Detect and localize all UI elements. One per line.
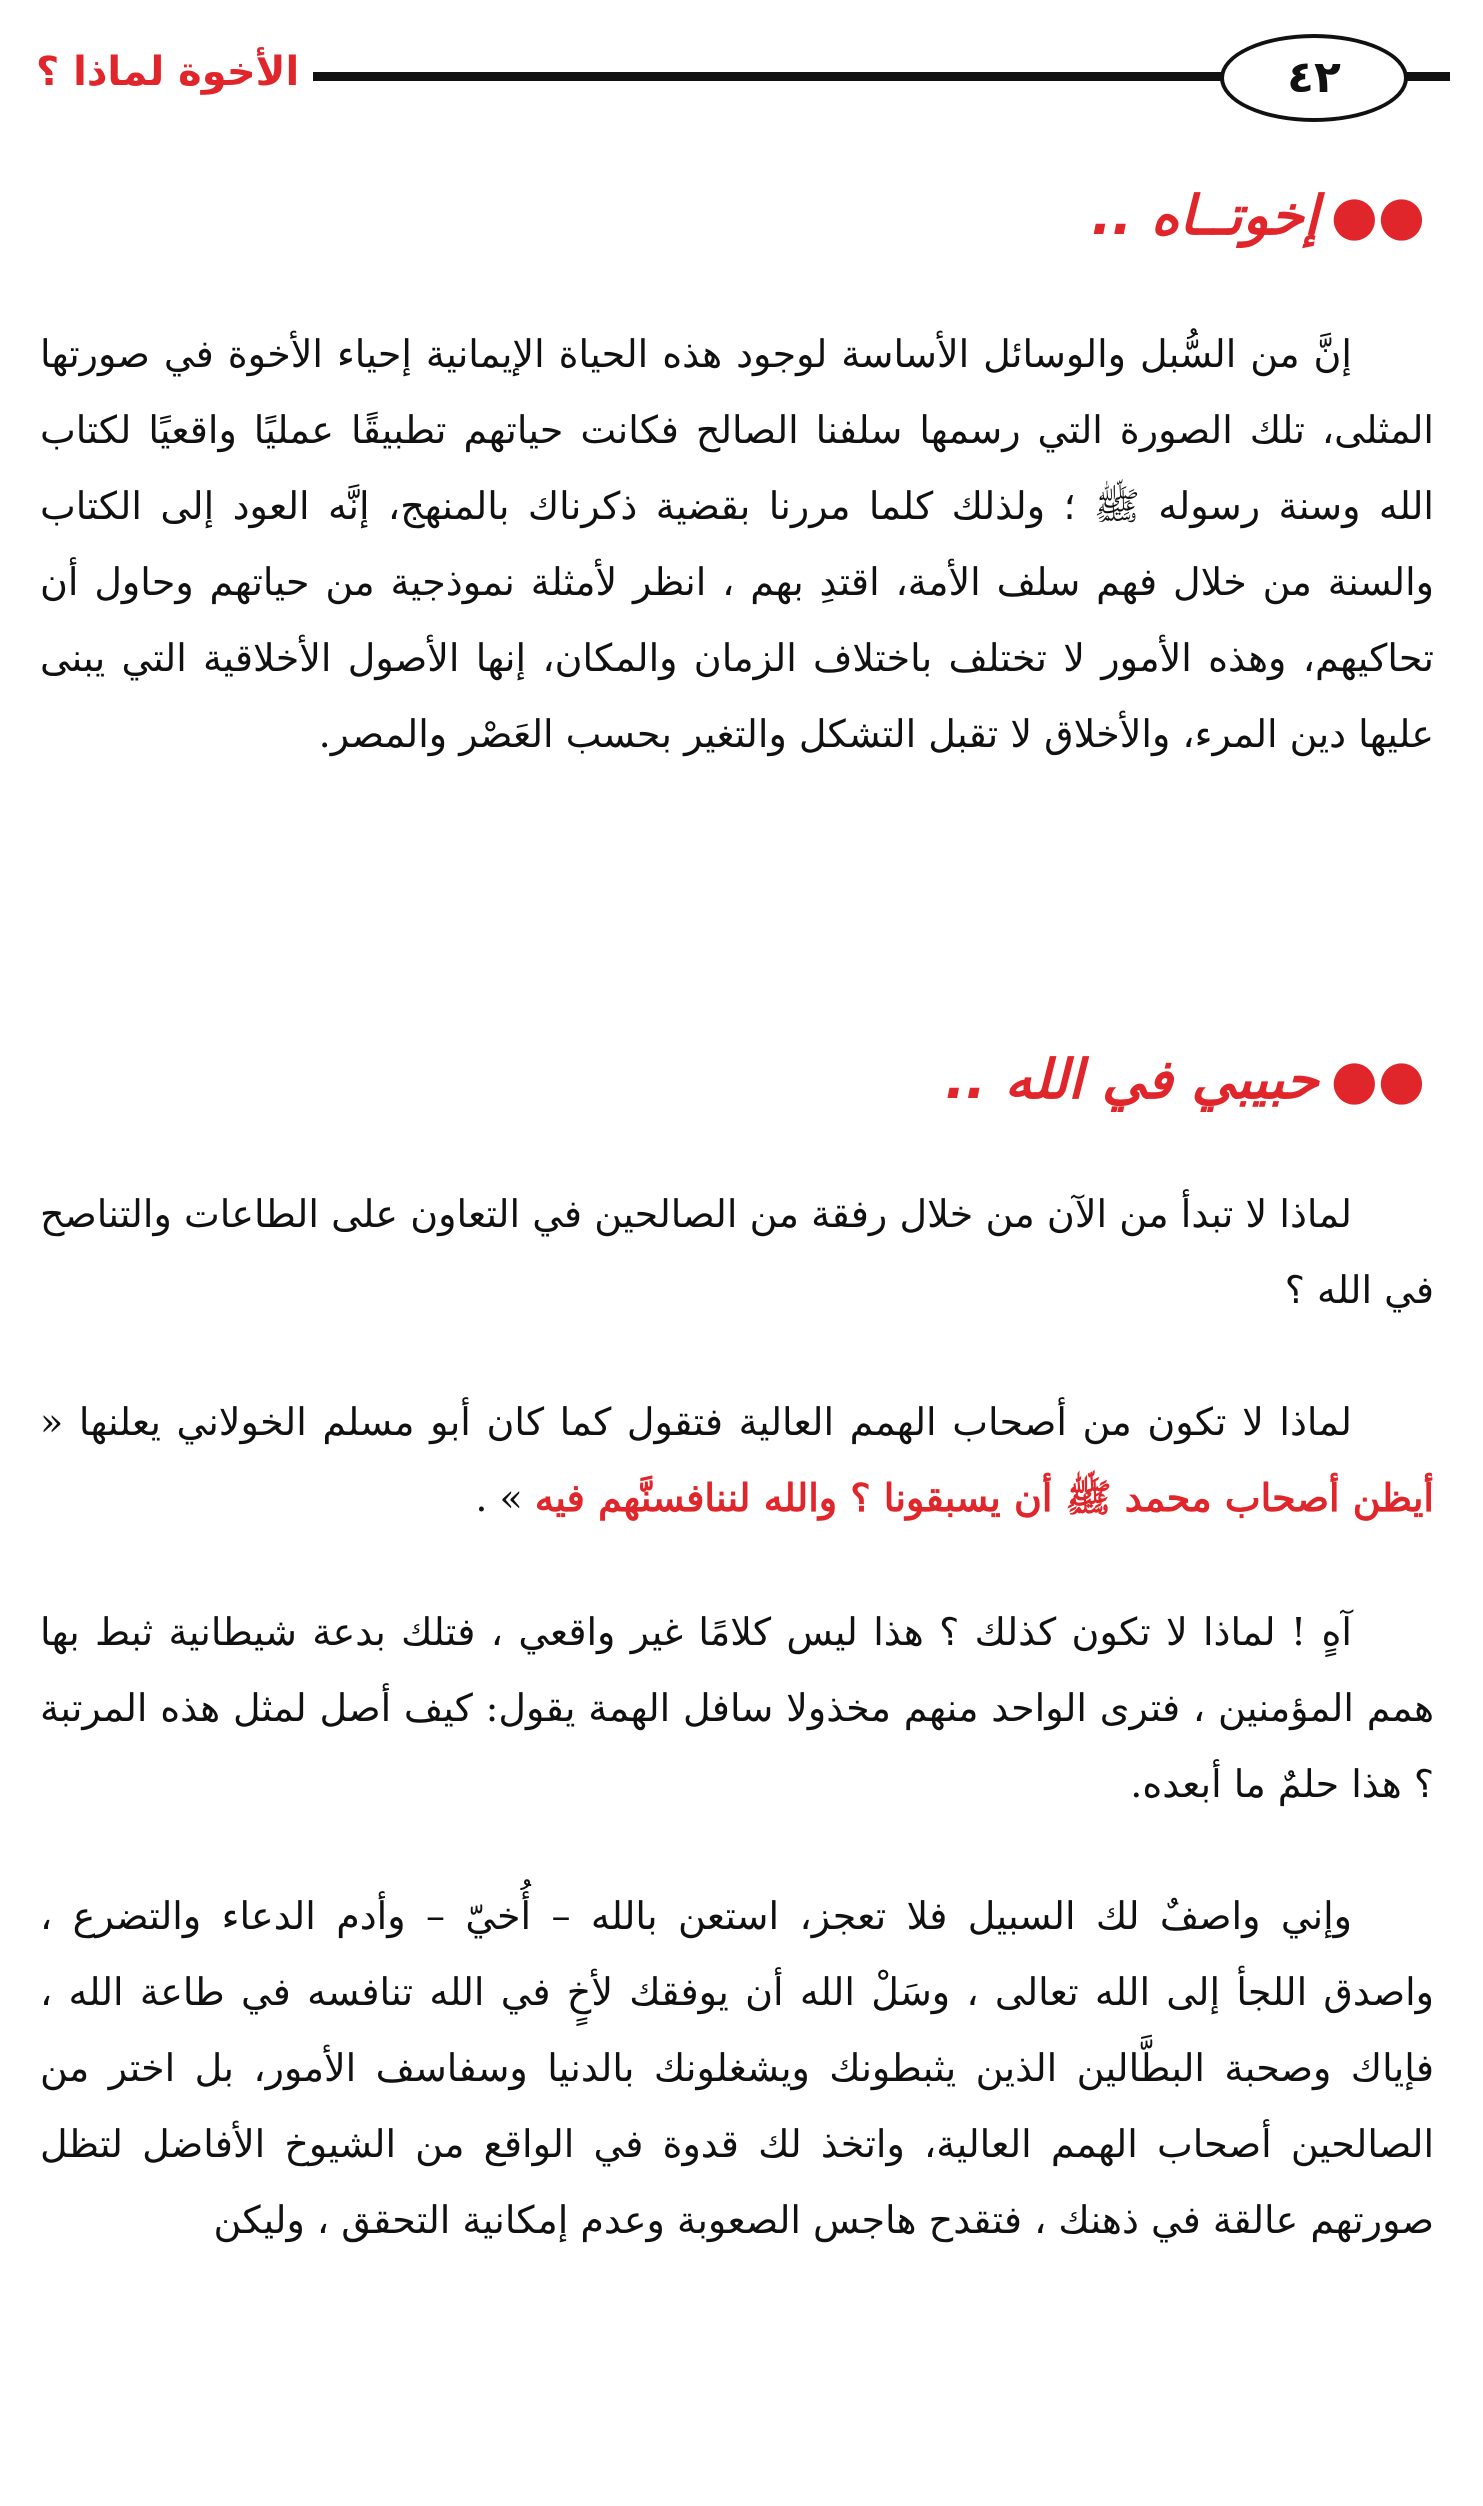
section-heading-1 (1091, 176, 1425, 256)
page-number: ٤٢ (1220, 34, 1408, 122)
running-title: الأخوة لماذا ؟ (30, 42, 313, 102)
paragraph: لماذا لا تبدأ من الآن من خلال رفقة من الصالحين في التعاون على الطاعات والتناصح في الله ؟ (40, 1192, 1434, 1312)
paragraph-text: لماذا لا تكون من أصحاب الهمم العالية فتقول كما كان أبو مسلم الخولاني يعلنها (78, 1400, 1352, 1444)
section-heading-2 (945, 1040, 1425, 1120)
quote-close: » . (475, 1476, 523, 1520)
quote-text: أيظن أصحاب محمد ﷺ أن يسبقونا ؟ والله لننافسنَّهم فيه (534, 1475, 1434, 1520)
paragraph: آهٍ ! لماذا لا تكون كذلك ؟ هذا ليس كلامًا غير واقعي ، فتلك بدعة شيطانية ثبط بها همم المؤمنين ، فترى الواحد منهم مخذولا سافل الهمة يقول: كيف أصل لمثل هذه المرتبة ؟ هذا حلمٌ ما أبعده. (40, 1610, 1434, 1806)
page-header (30, 34, 1450, 120)
paragraph: وإني واصفٌ لك السبيل فلا تعجز، استعن بالله – أُخيّ – وأدم الدعاء والتضرع ، واصدق اللجأ إلى الله تعالى ، وسَلْ الله أن يوفقك لأخٍ في الله تنافسه في طاعة الله ، فإياك وصحبة البطَّالين الذين يثبطونك ويشغلونك بالدنيا وسفاسف الأمور، بل اختر من الصالحين أصحاب الهمم العالية، واتخذ لك قدوة في الواقع من الشيوخ الأفاضل لتظل صورتهم عالقة في ذهنك ، فتقدح هاجس الصعوبة وعدم إمكانية التحقق ، وليكن (40, 1894, 1434, 2242)
heading-text: حبيبي في الله .. (944, 1048, 1319, 1111)
paragraph: إنَّ من السُّبل والوسائل الأساسة لوجود هذه الحياة الإيمانية إحياء الأخوة في صورتها المثلى، تلك الصورة التي رسمها سلفنا الصالح فكانت حياتهم تطبيقًا عمليًا واقعيًا لكتاب الله وسنة رسوله ﷺ ؛ ولذلك كلما مررنا بقضية ذكرناك بالمنهج، إنَّه العود إلى الكتاب والسنة من خلال فهم سلف الأمة، اقتدِ بهم ، انظر لأمثلة نموذجية من حياتهم وحاول أن تحاكيهم، وهذه الأمور لا تختلف باختلاف الزمان والمكان، إنها الأصول الأخلاقية التي يبنى عليها دين المرء، والأخلاق لا تقبل التشكل والتغير بحسب العَصْر والمصر. (40, 332, 1434, 756)
paragraph-with-quote (40, 1384, 1434, 1536)
quote-open: « (40, 1400, 64, 1444)
bullet-dots-icon: ●● (1330, 184, 1425, 247)
bullet-dots-icon: ●● (1330, 1048, 1425, 1111)
heading-text: إخوتــاه .. (1091, 184, 1319, 247)
